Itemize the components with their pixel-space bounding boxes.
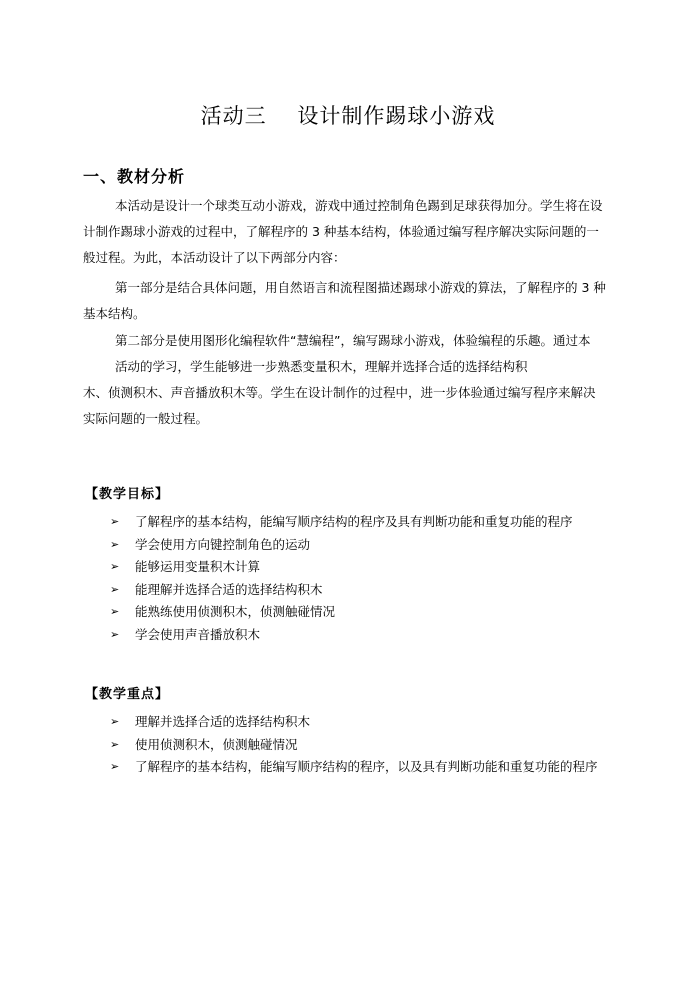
list-item: [110, 556, 620, 579]
list-item: [110, 579, 620, 602]
paragraph-line: 第一部分是结合具体问题，用自然语言和流程图描述踢球小游戏的算法，了解程序的 3 种: [115, 280, 606, 295]
paragraph-line: 第二部分是使用图形化编程软件“慧编程”，编写踢球小游戏，体验编程的乐趣。通过本: [115, 333, 591, 348]
arrow-bullet-icon: ➢: [110, 537, 120, 551]
list-item: [110, 624, 620, 647]
list-item: [110, 601, 620, 624]
paragraph-line: 实际问题的一般过程。: [83, 411, 209, 426]
list-item-text: 使用侦测积木，侦测触碰情况: [135, 736, 298, 752]
arrow-bullet-icon: ➢: [110, 582, 120, 596]
paragraph-line: 木、侦测积木、声音播放积木等。学生在设计制作的过程中，进一步体验通过编写程序来解决: [83, 385, 596, 400]
teaching-goals-list: [110, 511, 620, 646]
page-title: 活动三 设计制作踢球小游戏: [200, 104, 496, 128]
list-item-text: 了解程序的基本结构，能编写顺序结构的程序，以及具有判断功能和重复功能的程序: [135, 759, 598, 774]
list-item: [110, 711, 620, 734]
list-item-text: 学会使用方向键控制角色的运动: [135, 536, 311, 552]
list-item: [110, 756, 620, 779]
paragraph-part-two: [83, 328, 618, 432]
paragraph-part-one: [83, 275, 618, 327]
list-item-text: 了解程序的基本结构，能编写顺序结构的程序及具有判断功能和重复功能的程序: [135, 514, 573, 529]
paragraph-line: 计制作踢球小游戏的过程中，了解程序的 3 种基本结构，体验通过编写程序解决实际问题的一: [83, 224, 599, 239]
teaching-keys-list: [110, 711, 620, 779]
list-item: [110, 534, 620, 557]
arrow-bullet-icon: ➢: [110, 605, 120, 618]
list-item-text: 理解并选择合适的选择结构积木: [135, 714, 311, 729]
paragraph-line: 般过程。为此，本活动设计了以下两部分内容：: [83, 250, 346, 265]
list-item-text: 能熟练使用侦测积木，侦测触碰情况: [135, 604, 336, 619]
paragraph-line: 基本结构。: [83, 306, 146, 321]
teaching-keys-title: 【教学重点】: [85, 687, 170, 702]
list-item: [110, 734, 620, 757]
arrow-bullet-icon: ➢: [110, 627, 120, 641]
list-item-text: 能理解并选择合适的选择结构积木: [135, 581, 323, 597]
arrow-bullet-icon: ➢: [110, 715, 120, 728]
list-item-text: 能够运用变量积木计算: [135, 559, 261, 574]
arrow-bullet-icon: ➢: [110, 515, 120, 528]
paragraph-line: 本活动是设计一个球类互动小游戏，游戏中通过控制角色踢到足球获得加分。学生将在设: [115, 198, 603, 213]
list-item: [110, 511, 620, 534]
arrow-bullet-icon: ➢: [110, 737, 120, 751]
arrow-bullet-icon: ➢: [110, 760, 120, 773]
paragraph-intro: [83, 193, 618, 271]
paragraph-line: 活动的学习，学生能够进一步熟悉变量积木，理解并选择合适的选择结构积: [115, 359, 528, 374]
teaching-goals-title: 【教学目标】: [85, 487, 170, 502]
arrow-bullet-icon: ➢: [110, 560, 120, 573]
section-heading: 一、教材分析: [83, 167, 186, 186]
list-item-text: 学会使用声音播放积木: [135, 626, 261, 642]
